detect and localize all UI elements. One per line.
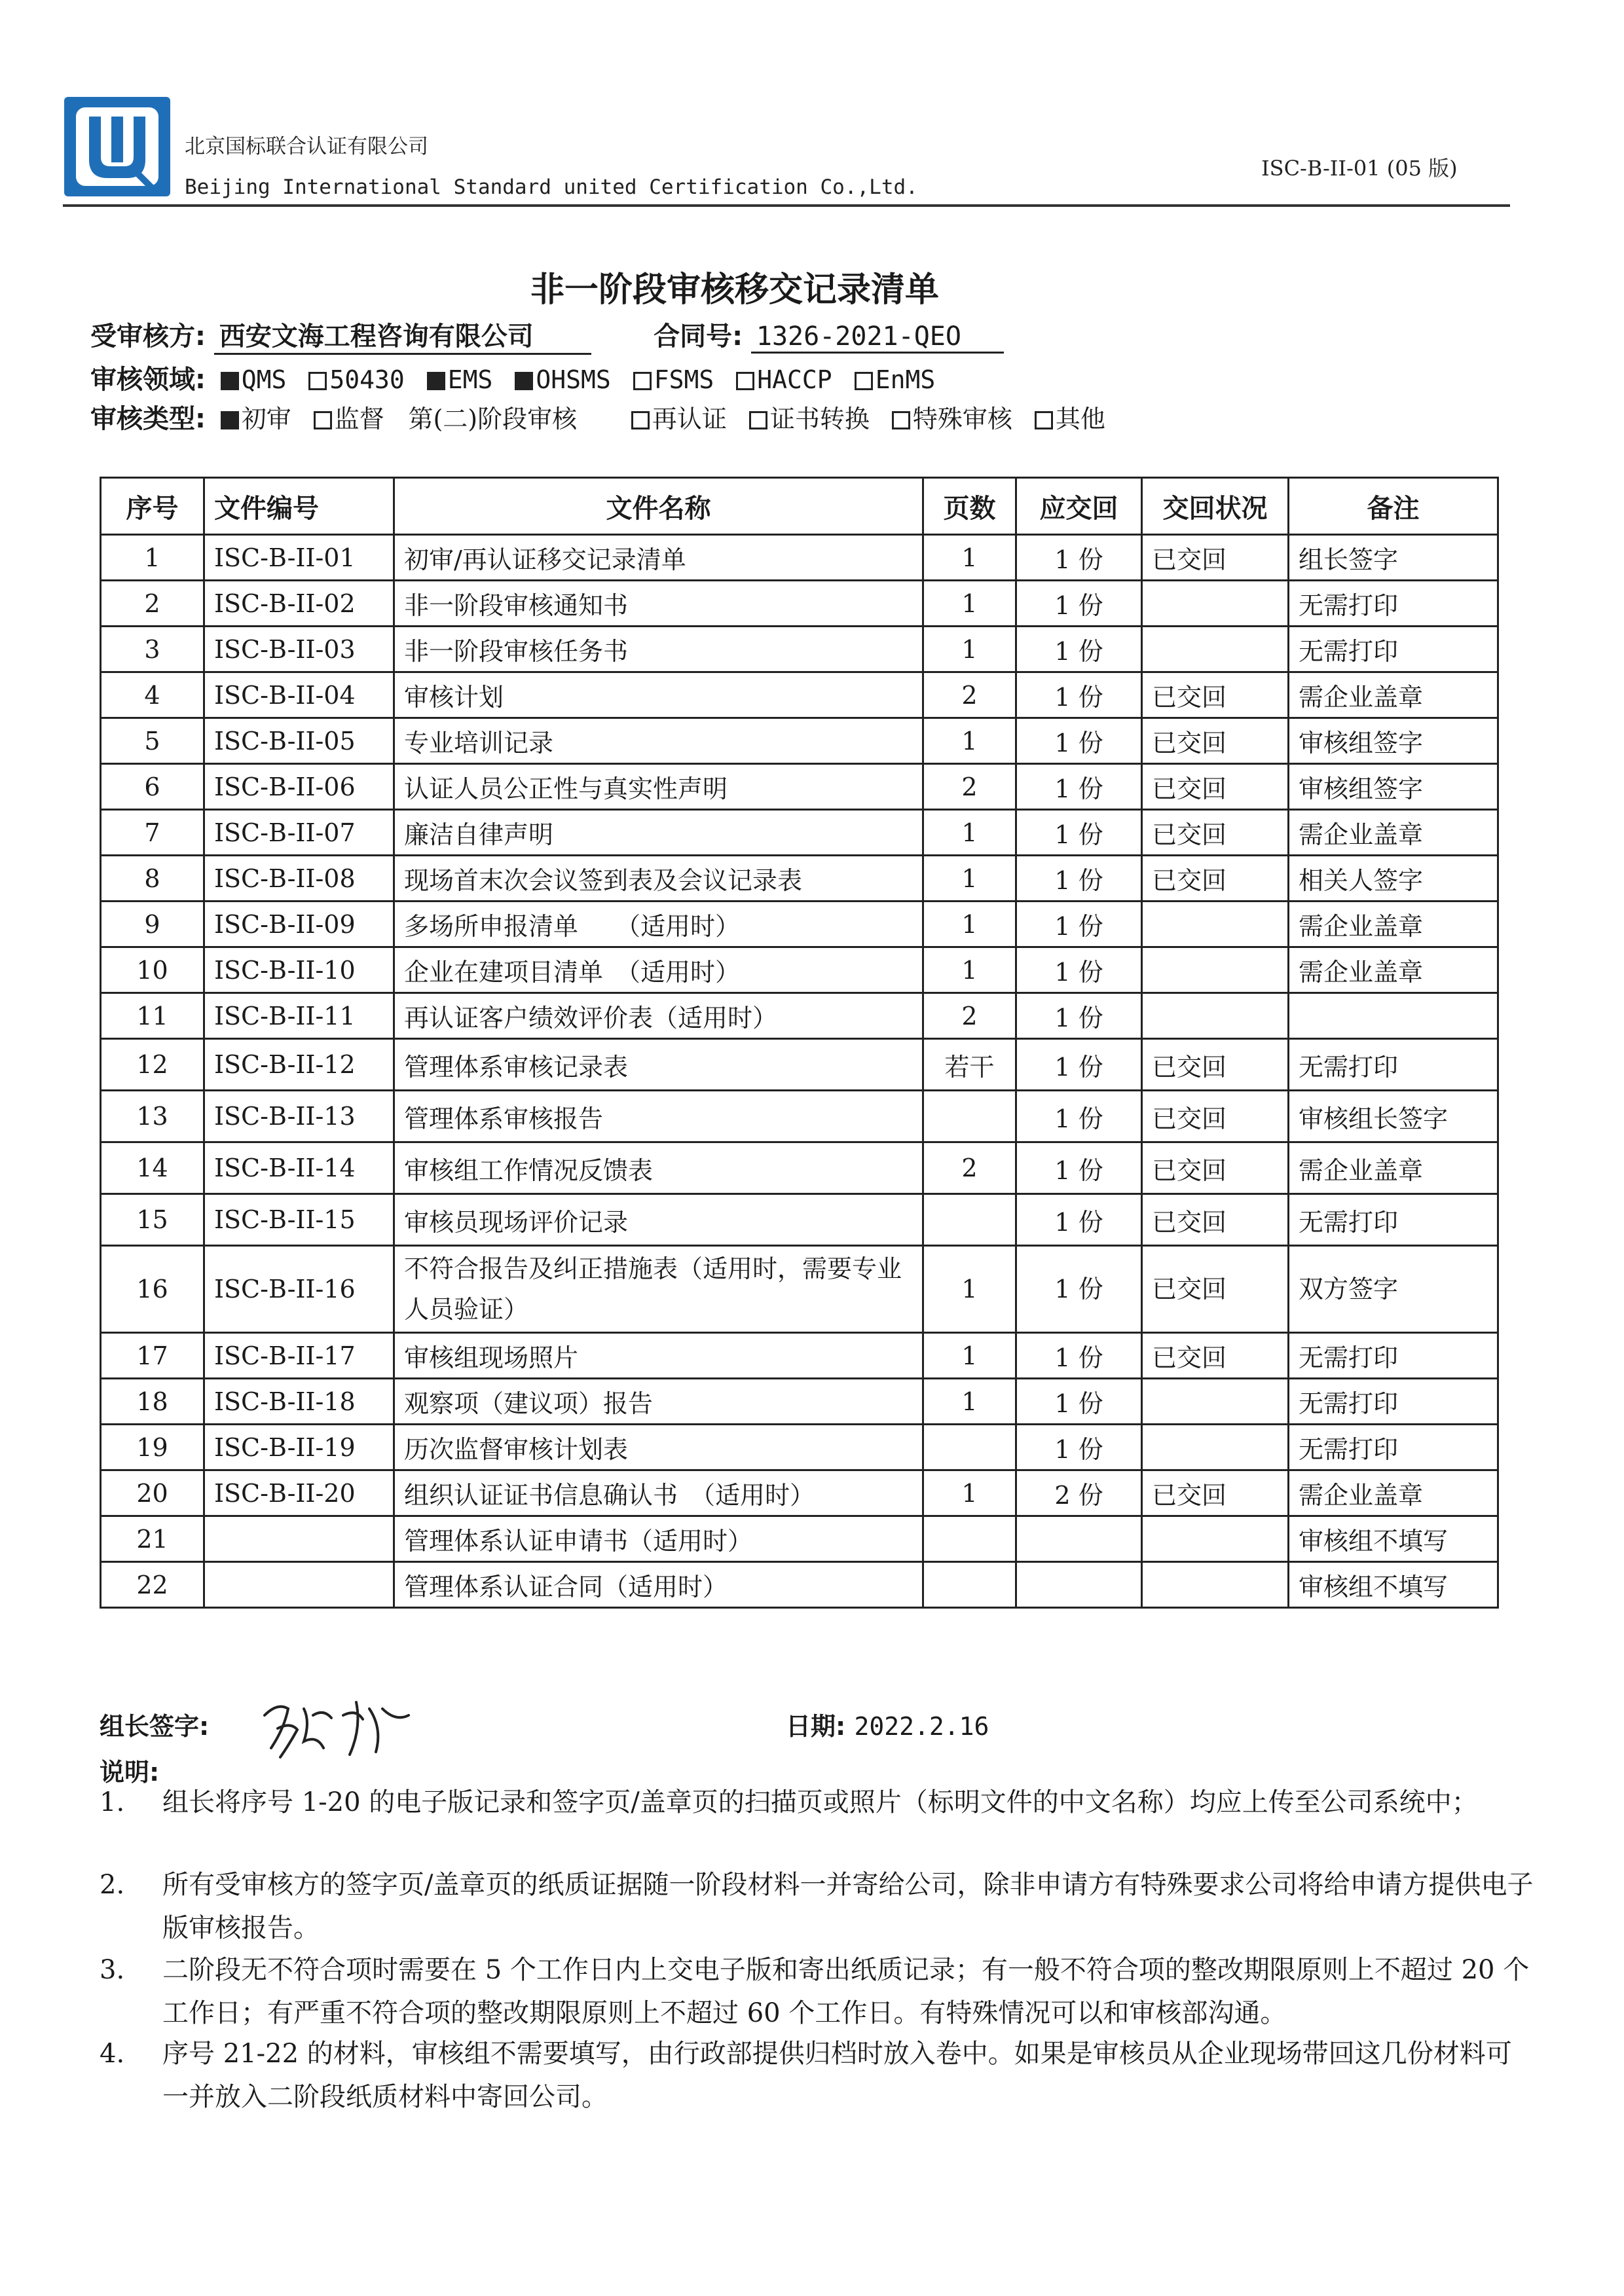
cell-qty: 1 份	[1016, 1142, 1142, 1194]
date-value: 2022.2.16	[854, 1712, 989, 1741]
cell-code: ISC-B-II-07	[204, 810, 394, 856]
type-option-label: 初审	[241, 405, 291, 433]
cell-qty: 1 份	[1016, 672, 1142, 718]
cell-pages	[923, 1425, 1016, 1470]
note-number: 3.	[100, 1955, 125, 1985]
cell-qty: 1 份	[1016, 810, 1142, 856]
table-header-row	[101, 478, 1498, 535]
cell-code	[204, 1516, 394, 1562]
cell-status: 已交回	[1142, 672, 1289, 718]
cell-name: 廉洁自律声明	[394, 810, 923, 856]
cell-name: 认证人员公正性与真实性声明	[394, 764, 923, 810]
cell-qty: 1 份	[1016, 535, 1142, 581]
cell-qty: 1 份	[1016, 1091, 1142, 1142]
cell-code: ISC-B-II-02	[204, 581, 394, 627]
cell-code	[204, 1562, 394, 1608]
cell-status: 已交回	[1142, 856, 1289, 902]
table-row	[101, 902, 1498, 947]
cell-qty: 2 份	[1016, 1470, 1142, 1516]
cell-code: ISC-B-II-11	[204, 993, 394, 1039]
cell-remark: 组长签字	[1289, 535, 1498, 581]
cell-no: 8	[101, 856, 204, 902]
note-text: 所有受审核方的签字页/盖章页的纸质证据随一阶段材料一并寄给公司，除非申请方有特殊要求公司将给申请方提供电子版审核报告。	[162, 1870, 1534, 1943]
cell-remark: 需企业盖章	[1289, 1142, 1498, 1194]
cell-no: 20	[101, 1470, 204, 1516]
header-divider	[63, 204, 1510, 207]
cell-name: 观察项（建议项）报告	[394, 1379, 923, 1425]
note-text: 组长将序号 1-20 的电子版记录和签字页/盖章页的扫描页或照片（标明文件的中文名称）均应上传至公司系统中；	[162, 1787, 1478, 1817]
note-text: 二阶段无不符合项时需要在 5 个工作日内上交电子版和寄出纸质记录；有一般不符合项的整改期限原则上不超过 20 个工作日；有严重不符合项的整改期限原则上不超过 60 个工作日。有特殊情况可以和审核部沟通。	[162, 1955, 1530, 2028]
cell-code: ISC-B-II-14	[204, 1142, 394, 1194]
cell-qty: 1 份	[1016, 1379, 1142, 1425]
cell-name: 非一阶段审核通知书	[394, 581, 923, 627]
type2-checkbox-2	[892, 411, 910, 429]
domain-checkbox-0	[221, 372, 239, 390]
cell-code: ISC-B-II-09	[204, 902, 394, 947]
cell-no: 16	[101, 1246, 204, 1333]
table-row	[101, 810, 1498, 856]
cell-pages	[923, 1562, 1016, 1608]
cell-status	[1142, 1516, 1289, 1562]
cell-pages: 1	[923, 1333, 1016, 1379]
domain-option-label: QMS	[241, 365, 287, 394]
domain-option-label: OHSMS	[536, 365, 611, 394]
audit-domain-line	[90, 359, 951, 396]
col-header-remark: 备注	[1289, 478, 1498, 535]
cell-qty: 1 份	[1016, 1333, 1142, 1379]
type2-option-label: 证书转换	[769, 405, 870, 433]
table-row	[101, 718, 1498, 764]
company-logo	[64, 97, 170, 196]
cell-no: 13	[101, 1091, 204, 1142]
type2-checkbox-0	[631, 411, 650, 429]
cell-no: 22	[101, 1562, 204, 1608]
handover-record-table	[100, 477, 1499, 1609]
cell-no: 12	[101, 1039, 204, 1091]
note-item	[100, 1781, 1534, 1824]
type2-option-0	[625, 405, 727, 433]
page-title: 非一阶段审核移交记录清单	[530, 270, 939, 310]
cell-remark: 审核组签字	[1289, 764, 1498, 810]
table-row	[101, 947, 1498, 993]
cell-no: 11	[101, 993, 204, 1039]
note-number: 1.	[100, 1787, 125, 1817]
table-row	[101, 672, 1498, 718]
note-number: 4.	[100, 2039, 125, 2069]
cell-status: 已交回	[1142, 1470, 1289, 1516]
cell-name: 历次监督审核计划表	[394, 1425, 923, 1470]
cell-name: 初审/再认证移交记录清单	[394, 535, 923, 581]
domain-option-5	[729, 365, 832, 394]
cell-remark: 审核组不填写	[1289, 1562, 1498, 1608]
cell-code: ISC-B-II-04	[204, 672, 394, 718]
stage-text: 第(二)阶段审核	[408, 405, 578, 433]
type2-option-1	[743, 405, 870, 433]
date-line	[786, 1706, 989, 1742]
cell-no: 21	[101, 1516, 204, 1562]
cell-qty: 1 份	[1016, 856, 1142, 902]
domain-option-4	[627, 365, 714, 394]
document-number: ISC-B-II-01 (05 版)	[1261, 156, 1458, 181]
domain-label: 审核领域:	[90, 365, 206, 395]
cell-qty	[1016, 1562, 1142, 1608]
cell-remark: 需企业盖章	[1289, 672, 1498, 718]
table-row	[101, 1516, 1498, 1562]
type-option-label: 监督	[334, 405, 384, 433]
table-row	[101, 1425, 1498, 1470]
cell-remark: 审核组长签字	[1289, 1091, 1498, 1142]
cell-remark: 无需打印	[1289, 1039, 1498, 1091]
cell-code: ISC-B-II-17	[204, 1333, 394, 1379]
cell-qty	[1016, 1516, 1142, 1562]
note-number: 2.	[100, 1870, 125, 1900]
cell-no: 4	[101, 672, 204, 718]
note-text: 序号 21-22 的材料，审核组不需要填写，由行政部提供归档时放入卷中。如果是审核员从企业现场带回这几份材料可一并放入二阶段纸质材料中寄回公司。	[162, 2039, 1512, 2112]
cell-no: 7	[101, 810, 204, 856]
col-header-code: 文件编号	[204, 478, 394, 535]
cell-name: 管理体系认证申请书（适用时）	[394, 1516, 923, 1562]
cell-pages: 2	[923, 672, 1016, 718]
leader-signature-label: 组长签字:	[100, 1712, 210, 1741]
cell-status: 已交回	[1142, 764, 1289, 810]
cell-no: 9	[101, 902, 204, 947]
cell-qty: 1 份	[1016, 947, 1142, 993]
cell-status: 已交回	[1142, 718, 1289, 764]
table-row	[101, 535, 1498, 581]
cell-no: 3	[101, 627, 204, 672]
table-row	[101, 993, 1498, 1039]
cell-no: 2	[101, 581, 204, 627]
cell-remark: 无需打印	[1289, 1425, 1498, 1470]
cell-pages: 1	[923, 535, 1016, 581]
cell-code: ISC-B-II-20	[204, 1470, 394, 1516]
audit-type-line	[90, 398, 1121, 435]
type-option-1	[307, 405, 384, 433]
client-value: 西安文海工程咨询有限公司	[214, 316, 591, 355]
domain-option-2	[420, 365, 493, 394]
cell-name: 管理体系认证合同（适用时）	[394, 1562, 923, 1608]
cell-no: 18	[101, 1379, 204, 1425]
cell-status	[1142, 1562, 1289, 1608]
type-option-0	[214, 405, 291, 433]
cell-status: 已交回	[1142, 535, 1289, 581]
cell-remark: 需企业盖章	[1289, 947, 1498, 993]
cell-code: ISC-B-II-15	[204, 1194, 394, 1246]
type2-option-label: 特殊审核	[912, 405, 1012, 433]
cell-code: ISC-B-II-01	[204, 535, 394, 581]
cell-pages: 2	[923, 764, 1016, 810]
type2-option-3	[1028, 405, 1105, 433]
col-header-status: 交回状况	[1142, 478, 1289, 535]
cell-qty: 1 份	[1016, 581, 1142, 627]
cell-remark: 需企业盖章	[1289, 1470, 1498, 1516]
cell-qty: 1 份	[1016, 1039, 1142, 1091]
cell-code: ISC-B-II-10	[204, 947, 394, 993]
cell-pages: 1	[923, 1379, 1016, 1425]
cell-pages: 2	[923, 993, 1016, 1039]
cell-code: ISC-B-II-05	[204, 718, 394, 764]
cell-pages	[923, 1516, 1016, 1562]
note-item	[100, 1948, 1534, 2035]
cell-status: 已交回	[1142, 810, 1289, 856]
table-row	[101, 1470, 1498, 1516]
type2-option-2	[885, 405, 1012, 433]
cell-code: ISC-B-II-18	[204, 1379, 394, 1425]
cell-pages: 1	[923, 1470, 1016, 1516]
cell-status: 已交回	[1142, 1091, 1289, 1142]
cell-qty: 1 份	[1016, 764, 1142, 810]
cell-no: 10	[101, 947, 204, 993]
cell-status: 已交回	[1142, 1039, 1289, 1091]
cell-remark: 无需打印	[1289, 1333, 1498, 1379]
cell-no: 19	[101, 1425, 204, 1470]
cell-code: ISC-B-II-16	[204, 1246, 394, 1333]
cell-name: 管理体系审核记录表	[394, 1039, 923, 1091]
cell-qty: 1 份	[1016, 627, 1142, 672]
date-label: 日期:	[786, 1712, 846, 1741]
domain-option-6	[848, 365, 936, 394]
cell-pages: 1	[923, 902, 1016, 947]
cell-remark: 需企业盖章	[1289, 810, 1498, 856]
domain-option-label: FSMS	[654, 365, 714, 394]
cell-remark: 双方签字	[1289, 1246, 1498, 1333]
domain-checkbox-1	[308, 372, 327, 390]
company-name-en: Beijing International Standard united Certification Co.,Ltd.	[185, 175, 918, 199]
cell-status	[1142, 1379, 1289, 1425]
col-header-name: 文件名称	[394, 478, 923, 535]
note-item	[100, 2032, 1534, 2119]
cell-code: ISC-B-II-12	[204, 1039, 394, 1091]
cell-qty: 1 份	[1016, 718, 1142, 764]
client-line	[90, 316, 1004, 355]
cell-status	[1142, 947, 1289, 993]
cell-name: 组织认证证书信息确认书 （适用时）	[394, 1470, 923, 1516]
cell-pages: 1	[923, 947, 1016, 993]
cell-pages: 1	[923, 1246, 1016, 1333]
table-row	[101, 1039, 1498, 1091]
cell-no: 6	[101, 764, 204, 810]
cell-status	[1142, 1425, 1289, 1470]
cell-name: 非一阶段审核任务书	[394, 627, 923, 672]
cell-qty: 1 份	[1016, 993, 1142, 1039]
cell-remark: 无需打印	[1289, 1194, 1498, 1246]
domain-checkbox-3	[515, 372, 533, 390]
table-row	[101, 856, 1498, 902]
table-row	[101, 1246, 1498, 1333]
table-row	[101, 1333, 1498, 1379]
table-row	[101, 1194, 1498, 1246]
col-header-no: 序号	[101, 478, 204, 535]
cell-status: 已交回	[1142, 1333, 1289, 1379]
type2-checkbox-3	[1035, 411, 1053, 429]
cell-name: 不符合报告及纠正措施表（适用时，需要专业人员验证）	[394, 1246, 923, 1333]
type2-option-label: 再认证	[652, 405, 727, 433]
table-row	[101, 764, 1498, 810]
col-header-qty: 应交回	[1016, 478, 1142, 535]
table-row	[101, 581, 1498, 627]
cell-remark: 审核组签字	[1289, 718, 1498, 764]
domain-option-label: EMS	[447, 365, 493, 394]
notes-title: 说明:	[100, 1758, 160, 1787]
cell-status	[1142, 902, 1289, 947]
cell-pages: 2	[923, 1142, 1016, 1194]
cell-name: 专业培训记录	[394, 718, 923, 764]
cell-name: 企业在建项目清单 （适用时）	[394, 947, 923, 993]
type-checkbox-1	[314, 411, 332, 429]
type-label: 审核类型:	[90, 404, 206, 434]
cell-status	[1142, 581, 1289, 627]
cell-name: 管理体系审核报告	[394, 1091, 923, 1142]
table-row	[101, 1091, 1498, 1142]
domain-checkbox-4	[633, 372, 652, 390]
domain-option-0	[214, 365, 287, 394]
domain-option-label: EnMS	[875, 365, 936, 394]
cell-no: 15	[101, 1194, 204, 1246]
cell-pages: 1	[923, 581, 1016, 627]
table-row	[101, 627, 1498, 672]
client-label: 受审核方:	[90, 321, 206, 352]
cell-no: 1	[101, 535, 204, 581]
cell-name: 再认证客户绩效评价表（适用时）	[394, 993, 923, 1039]
cell-qty: 1 份	[1016, 1246, 1142, 1333]
type-checkbox-0	[221, 411, 239, 429]
cell-pages: 1	[923, 718, 1016, 764]
col-header-pages: 页数	[923, 478, 1016, 535]
type2-option-label: 其他	[1055, 405, 1105, 433]
cell-code: ISC-B-II-06	[204, 764, 394, 810]
cell-qty: 1 份	[1016, 902, 1142, 947]
cell-remark: 相关人签字	[1289, 856, 1498, 902]
domain-option-3	[508, 365, 610, 394]
domain-option-1	[302, 365, 404, 394]
cell-remark	[1289, 993, 1498, 1039]
note-item	[100, 1863, 1534, 1950]
domain-checkbox-5	[736, 372, 754, 390]
cell-qty: 1 份	[1016, 1425, 1142, 1470]
cell-status	[1142, 627, 1289, 672]
cell-no: 5	[101, 718, 204, 764]
domain-option-label: HACCP	[757, 365, 832, 394]
cell-status: 已交回	[1142, 1194, 1289, 1246]
cell-remark: 无需打印	[1289, 581, 1498, 627]
domain-checkbox-6	[855, 372, 873, 390]
cell-name: 审核组现场照片	[394, 1333, 923, 1379]
table-row	[101, 1562, 1498, 1608]
cell-remark: 需企业盖章	[1289, 902, 1498, 947]
cell-pages	[923, 1091, 1016, 1142]
cell-code: ISC-B-II-08	[204, 856, 394, 902]
cell-status: 已交回	[1142, 1246, 1289, 1333]
cell-code: ISC-B-II-13	[204, 1091, 394, 1142]
cell-name: 现场首末次会议签到表及会议记录表	[394, 856, 923, 902]
cell-name: 审核计划	[394, 672, 923, 718]
cell-no: 17	[101, 1333, 204, 1379]
cell-code: ISC-B-II-03	[204, 627, 394, 672]
contract-label: 合同号:	[654, 321, 743, 352]
cell-code: ISC-B-II-19	[204, 1425, 394, 1470]
cell-pages: 若干	[923, 1039, 1016, 1091]
cell-no: 14	[101, 1142, 204, 1194]
leader-signature	[258, 1689, 415, 1768]
cell-pages	[923, 1194, 1016, 1246]
cell-name: 多场所申报清单 （适用时）	[394, 902, 923, 947]
cell-status: 已交回	[1142, 1142, 1289, 1194]
domain-checkbox-2	[427, 372, 445, 390]
cell-qty: 1 份	[1016, 1194, 1142, 1246]
cell-pages: 1	[923, 627, 1016, 672]
cell-remark: 审核组不填写	[1289, 1516, 1498, 1562]
cell-pages: 1	[923, 810, 1016, 856]
contract-value: 1326-2021-QEO	[751, 321, 1004, 354]
company-name-cn: 北京国标联合认证有限公司	[185, 135, 428, 158]
cell-name: 审核员现场评价记录	[394, 1194, 923, 1246]
cell-name: 审核组工作情况反馈表	[394, 1142, 923, 1194]
cell-remark: 无需打印	[1289, 1379, 1498, 1425]
cell-pages: 1	[923, 856, 1016, 902]
table-row	[101, 1379, 1498, 1425]
domain-option-label: 50430	[329, 365, 405, 394]
cell-status	[1142, 993, 1289, 1039]
cell-remark: 无需打印	[1289, 627, 1498, 672]
type2-checkbox-1	[749, 411, 767, 429]
table-row	[101, 1142, 1498, 1194]
